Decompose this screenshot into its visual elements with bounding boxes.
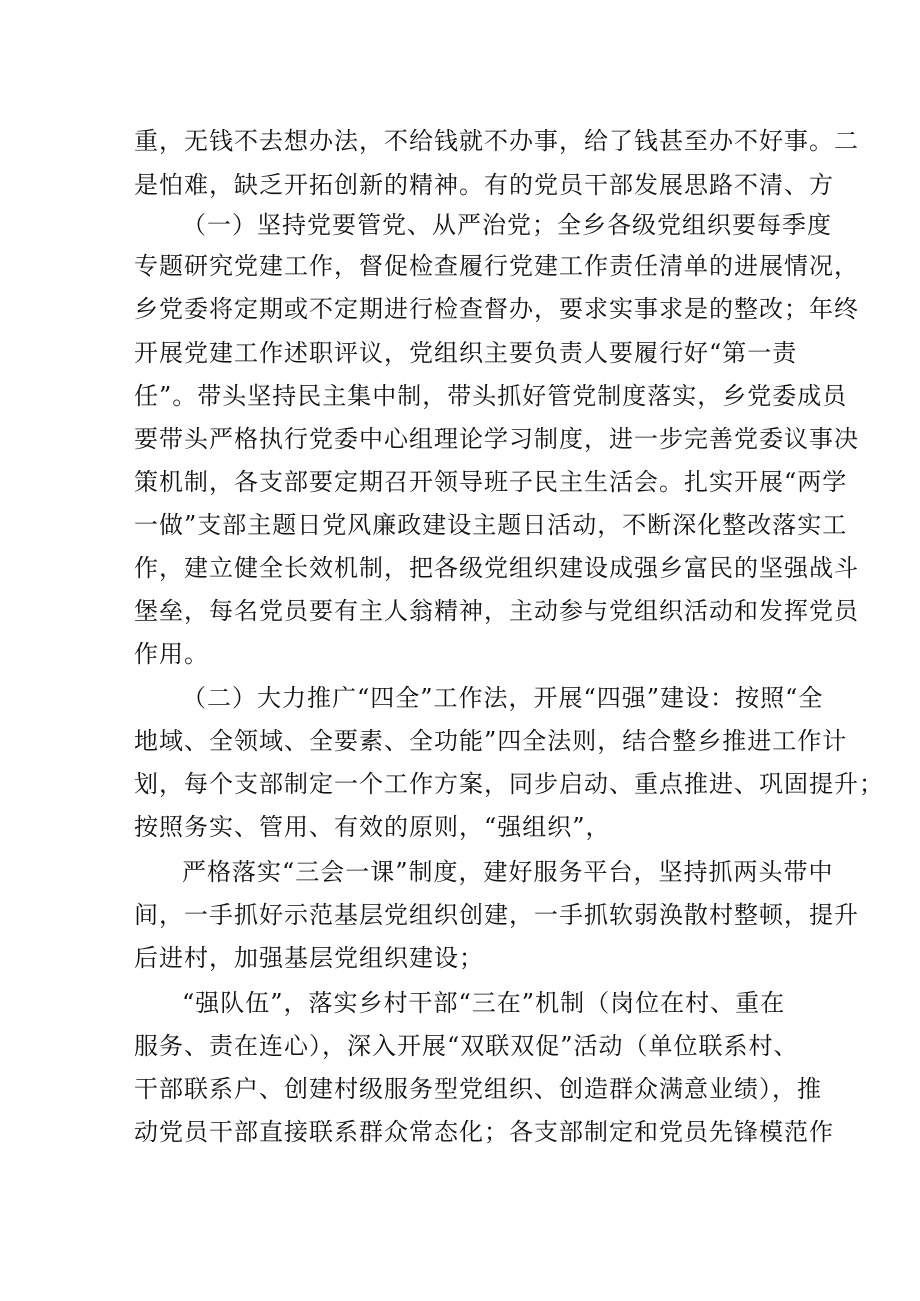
text-line: 是怕难，缺乏开拓创新的精神。有的党员干部发展思路不清、方 <box>134 171 834 199</box>
text-line: 任”。带头坚持民主集中制，带头抓好管党制度落实，乡党委成员 <box>134 382 848 410</box>
text-line: 作用。 <box>134 640 209 668</box>
section-heading-line: （二）大力推广“四全”工作法，开展“四强”建设：按照“全 <box>182 684 824 712</box>
text-line: 干部联系户、创建村级服务型党组织、创造群众满意业绩），推 <box>134 1075 822 1103</box>
text-line: 按照务实、管用、有效的原则，“强组织”， <box>134 813 611 841</box>
text-line: 重，无钱不去想办法，不给钱就不办事，给了钱甚至办不好事。二 <box>134 127 859 155</box>
text-line: 专题研究党建工作，督促检查履行党建工作责任清单的进展情况， <box>134 252 859 280</box>
text-line: 堡垒，每名党员要有主人翁精神，主动参与党组织活动和发挥党员 <box>134 597 859 625</box>
text-line: 划，每个支部制定一个工作方案，同步启动、重点推进、巩固提升； <box>134 770 884 798</box>
section-heading-line: （一）坚持党要管党、从严治党；全乡各级党组织要每季度 <box>182 211 832 239</box>
text-line: 服务、责在连心），深入开展“双联双促”活动（单位联系村、 <box>134 1032 799 1060</box>
text-line: 开展党建工作述职评议，党组织主要负责人要履行好“第一责 <box>134 339 798 367</box>
text-line: 间，一手抓好示范基层党组织创建，一手抓软弱涣散村整顿，提升 <box>134 901 859 929</box>
text-line: 作，建立健全长效机制，把各级党组织建设成强乡富民的坚强战斗 <box>134 554 859 582</box>
text-line: 后进村，加强基层党组织建设； <box>134 944 484 972</box>
text-line: 动党员干部直接联系群众常态化；各支部制定和党员先锋模范作 <box>134 1118 834 1146</box>
text-line: “强队伍”，落实乡村干部“三在”机制（岗位在村、重在 <box>182 989 786 1017</box>
text-line: 要带头严格执行党委中心组理论学习制度，进一步完善党委议事决 <box>134 425 859 453</box>
text-line: 乡党委将定期或不定期进行检查督办，要求实事求是的整改；年终 <box>134 295 859 323</box>
text-line: 策机制，各支部要定期召开领导班子民主生活会。扎实开展“两学 <box>134 468 848 496</box>
text-line: 严格落实“三会一课”制度，建好服务平台，坚持抓两头带中 <box>182 858 834 886</box>
text-line: 地域、全领域、全要素、全功能”四全法则，结合整乡推进工作计 <box>134 727 848 755</box>
text-line: 一做”支部主题日党风廉政建设主题日活动，不断深化整改落实工 <box>134 511 848 539</box>
